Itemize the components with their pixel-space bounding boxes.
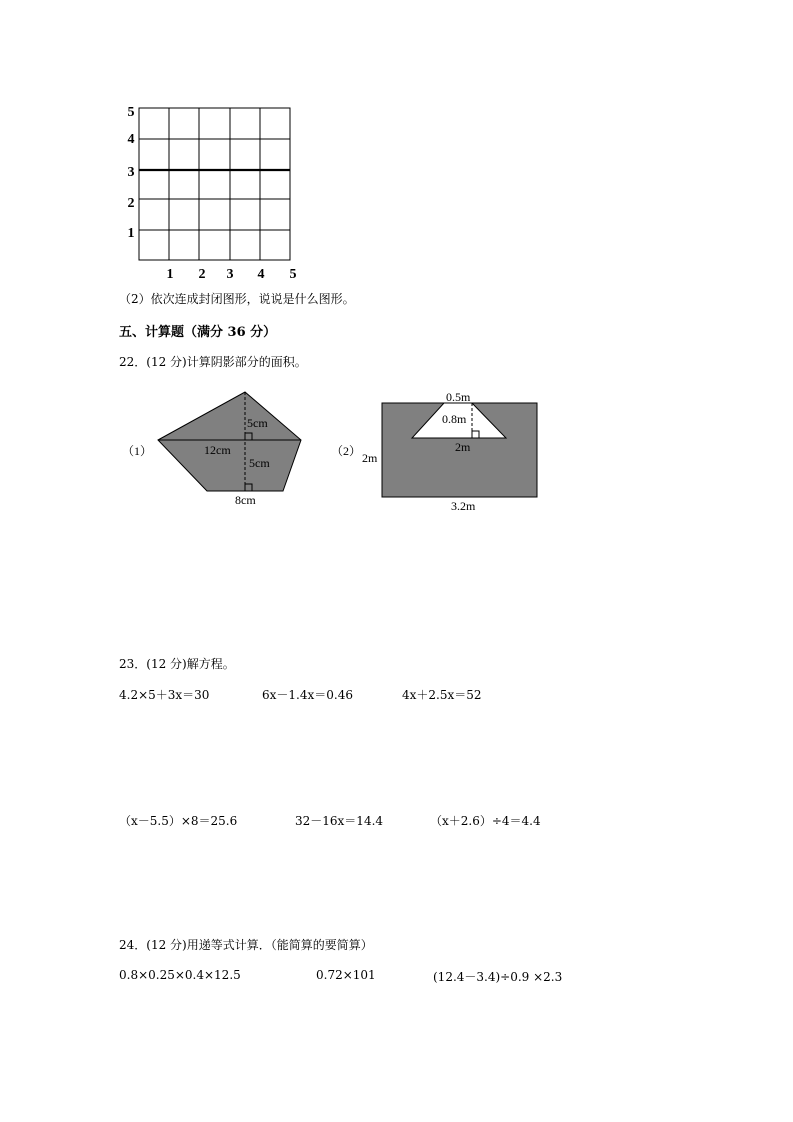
fig1-diagonal-label: 12cm [204, 443, 231, 457]
q23-equation-4: （x－5.5）×8＝25.6 [119, 814, 238, 828]
y-tick-1: 1 [127, 226, 135, 241]
q23-equation-5: 32－16x＝14.4 [295, 814, 384, 828]
y-tick-2: 2 [127, 196, 135, 211]
y-tick-5: 5 [127, 105, 135, 120]
fig1-bottom-height-label: 5cm [249, 456, 270, 470]
fig2-rect-height-label: 2m [362, 451, 378, 465]
grid-lines [139, 108, 290, 260]
q23-equation-1: 4.2×5＋3x＝30 [119, 688, 210, 702]
fig2-label: （2） [331, 444, 362, 458]
x-tick-1: 1 [166, 267, 174, 282]
q24-expression-3: (12.4－3.4)÷0.9 ×2.3 [433, 970, 563, 984]
q24-expression-2: 0.72×101 [316, 968, 376, 982]
q23-equation-2: 6x－1.4x＝0.46 [262, 688, 353, 702]
q22-title: 22．(12 分)计算阴影部分的面积。 [119, 355, 307, 369]
fig1-label: （1） [122, 444, 153, 458]
figure-1-pentagon [150, 385, 310, 510]
q24-title: 24．(12 分)用递等式计算．（能简算的要简算） [119, 938, 373, 952]
x-tick-5: 5 [289, 267, 297, 282]
fig1-top-height-label: 5cm [247, 416, 268, 430]
q21-part2-text: （2）依次连成封闭图形，说说是什么图形。 [119, 292, 355, 306]
section5-heading: 五、计算题（满分 36 分） [119, 325, 277, 340]
fig1-base-label: 8cm [235, 493, 256, 507]
q24-expression-1: 0.8×0.25×0.4×12.5 [119, 968, 241, 982]
coordinate-grid [110, 98, 310, 284]
q23-equation-6: （x＋2.6）÷4＝4.4 [430, 814, 541, 828]
q23-equation-3: 4x＋2.5x＝52 [402, 688, 482, 702]
x-tick-4: 4 [257, 267, 265, 282]
figure-2-rectangle [355, 385, 545, 515]
x-tick-2: 2 [198, 267, 206, 282]
fig2-trap-base-label: 2m [455, 440, 471, 454]
fig2-rect-width-label: 3.2m [451, 499, 476, 513]
fig1-shaded-shape [158, 392, 301, 491]
y-tick-3: 3 [127, 165, 135, 180]
fig2-trap-height-label: 0.8m [442, 412, 467, 426]
fig2-top-base-label: 0.5m [446, 390, 471, 404]
q23-title: 23．(12 分)解方程。 [119, 657, 235, 671]
y-tick-4: 4 [127, 132, 135, 147]
x-tick-3: 3 [226, 267, 234, 282]
